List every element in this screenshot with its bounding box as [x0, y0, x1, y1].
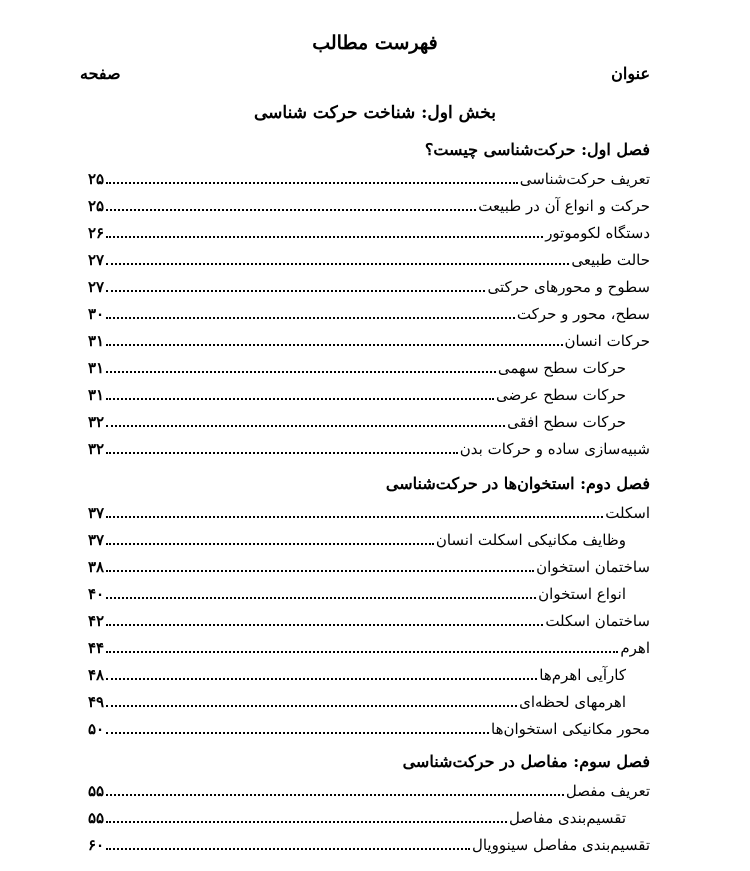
dot-leader	[106, 821, 507, 823]
toc-entry-title: انواع استخوان	[538, 585, 626, 603]
toc-entry-page: ۲۵	[88, 197, 105, 215]
toc-entry-title: تعریف حرکت‌شناسی	[519, 170, 650, 188]
dot-leader	[106, 263, 569, 265]
toc-entry-page: ۵۰	[88, 720, 105, 738]
toc-entry-title: ساختمان اسکلت	[545, 612, 650, 630]
dot-leader	[106, 651, 618, 653]
toc-entry-page: ۳۱	[88, 386, 105, 404]
toc-entry-title: حرکات انسان	[564, 332, 650, 350]
dot-leader	[106, 398, 494, 400]
section-heading: بخش اول: شناخت حرکت شناسی	[253, 103, 496, 123]
column-header-title: عنوان	[611, 64, 650, 83]
chapter-heading-2: فصل دوم: استخوان‌ها در حرکت‌شناسی	[385, 474, 650, 493]
dot-leader	[106, 624, 543, 626]
toc-entry[interactable]	[88, 524, 626, 550]
toc-entry-title: وظایف مکانیکی اسکلت انسان	[435, 531, 626, 549]
toc-entry[interactable]	[88, 686, 626, 712]
toc-entry-title: سطوح و محورهای حرکتی	[487, 278, 650, 296]
toc-entry[interactable]	[88, 802, 626, 828]
dot-leader	[106, 516, 603, 518]
toc-entry[interactable]	[88, 352, 626, 378]
toc-entry-page: ۴۸	[88, 666, 105, 684]
toc-entry-page: ۴۹	[88, 693, 105, 711]
dot-leader	[106, 452, 458, 454]
toc-entry-page: ۳۸	[88, 558, 105, 576]
toc-entry-title: کارآیی اهرم‌ها	[539, 666, 626, 684]
toc-entry-page: ۴۰	[88, 585, 105, 603]
toc-entry-page: ۵۵	[88, 809, 105, 827]
dot-leader	[106, 570, 534, 572]
toc-entry[interactable]	[88, 551, 650, 577]
toc-entry-title: محور مکانیکی استخوان‌ها	[491, 720, 650, 738]
toc-entry[interactable]	[88, 217, 650, 243]
toc-entry[interactable]	[88, 605, 650, 631]
page-title: فهرست مطالب	[312, 32, 438, 54]
chapter-heading-1: فصل اول: حرکت‌شناسی چیست؟	[424, 140, 650, 159]
toc-entry-title: حرکت و انواع آن در طبیعت	[478, 197, 650, 215]
toc-entry-title: تقسیم‌بندی مفاصل سینوویال	[471, 836, 650, 854]
dot-leader	[106, 317, 515, 319]
toc-entry-title: حرکات سطح افقی	[507, 413, 626, 431]
toc-entry-title: ساختمان استخوان	[536, 558, 650, 576]
toc-entry-page: ۲۶	[88, 224, 105, 242]
dot-leader	[106, 848, 470, 850]
toc-entry-page: ۲۷	[88, 278, 105, 296]
dot-leader	[106, 209, 476, 211]
toc-entry-page: ۲۵	[88, 170, 105, 188]
toc-entry-title: اهرمهای لحظه‌ای	[519, 693, 626, 711]
toc-entry-page: ۳۷	[88, 504, 105, 522]
toc-entry-title: اهرم	[620, 639, 650, 657]
toc-entry[interactable]	[88, 713, 650, 739]
toc-entry-title: شبیه‌سازی ساده و حرکات بدن	[459, 440, 650, 458]
dot-leader	[106, 290, 485, 292]
dot-leader	[106, 182, 518, 184]
toc-entry[interactable]	[88, 632, 650, 658]
toc-entry[interactable]	[88, 578, 626, 604]
dot-leader	[106, 732, 489, 734]
toc-entry-page: ۳۱	[88, 359, 105, 377]
toc-entry-page: ۳۷	[88, 531, 105, 549]
toc-entry[interactable]	[88, 379, 626, 405]
dot-leader	[106, 597, 536, 599]
toc-entry-page: ۳۲	[88, 413, 105, 431]
toc-entry[interactable]	[88, 433, 650, 459]
toc-entry[interactable]	[88, 298, 650, 324]
toc-entry[interactable]	[88, 244, 650, 270]
toc-entry[interactable]	[88, 163, 650, 189]
toc-entry[interactable]	[88, 190, 650, 216]
dot-leader	[106, 678, 537, 680]
dot-leader	[106, 371, 496, 373]
toc-entry[interactable]	[88, 406, 626, 432]
toc-entry-title: حالت طبیعی	[571, 251, 650, 269]
toc-entry-title: دستگاه لکوموتور	[545, 224, 650, 242]
toc-entry-page: ۳۱	[88, 332, 105, 350]
toc-entry-page: ۲۷	[88, 251, 105, 269]
dot-leader	[106, 794, 564, 796]
toc-entry-page: ۵۵	[88, 782, 105, 800]
dot-leader	[106, 425, 505, 427]
chapter-heading-3: فصل سوم: مفاصل در حرکت‌شناسی	[402, 752, 650, 771]
toc-entry[interactable]	[88, 497, 650, 523]
toc-entry-title: حرکات سطح عرضی	[496, 386, 626, 404]
toc-entry-page: ۳۲	[88, 440, 105, 458]
toc-entry-page: ۴۴	[88, 639, 105, 657]
column-header-page: صفحه	[80, 64, 121, 83]
toc-entry[interactable]	[88, 775, 650, 801]
dot-leader	[106, 543, 434, 545]
toc-entry-page: ۶۰	[88, 836, 105, 854]
toc-entry[interactable]	[88, 325, 650, 351]
toc-entry-title: سطح، محور و حرکت	[516, 305, 650, 323]
toc-entry-title: اسکلت	[605, 504, 650, 522]
toc-entry[interactable]	[88, 659, 626, 685]
toc-entry-title: تعریف مفصل	[565, 782, 650, 800]
toc-entry-page: ۴۲	[88, 612, 105, 630]
dot-leader	[106, 236, 543, 238]
toc-entry[interactable]	[88, 271, 650, 297]
dot-leader	[106, 344, 562, 346]
toc-entry-page: ۳۰	[88, 305, 105, 323]
toc-entry-title: حرکات سطح سهمی	[497, 359, 626, 377]
toc-entry[interactable]	[88, 829, 650, 855]
dot-leader	[106, 705, 517, 707]
toc-entry-title: تقسیم‌بندی مفاصل	[508, 809, 626, 827]
